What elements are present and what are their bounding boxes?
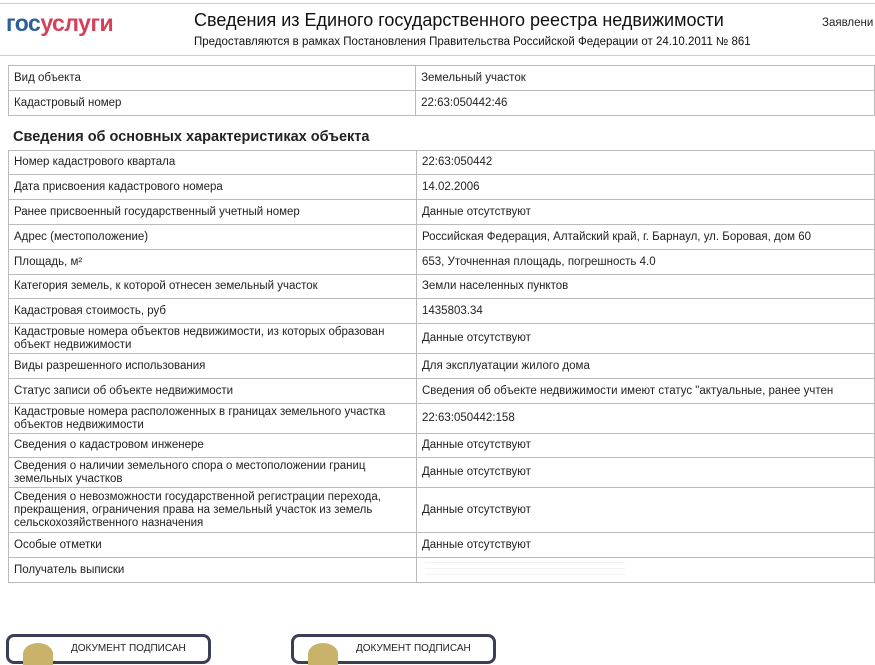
row-value: Данные отсутствуют bbox=[416, 488, 874, 533]
row-label: Особые отметки bbox=[9, 533, 417, 558]
row-label: Сведения о кадастровом инженере bbox=[9, 434, 417, 458]
row-value: Российская Федерация, Алтайский край, г. Барнаул, ул. Боровая, дом 60 bbox=[416, 225, 874, 250]
row-label: Виды разрешенного использования bbox=[9, 354, 417, 379]
divider bbox=[0, 3, 875, 4]
table-row bbox=[9, 458, 875, 488]
row-value: 1435803.34 bbox=[416, 299, 874, 324]
row-label: Сведения о наличии земельного спора о местоположении границ земельных участков bbox=[9, 458, 417, 488]
row-label: Категория земель, к которой отнесен земельный участок bbox=[9, 275, 417, 299]
row-value: Данные отсутствуют bbox=[416, 324, 874, 354]
row-value: 653, Уточненная площадь, погрешность 4.0 bbox=[416, 250, 874, 275]
table-row bbox=[9, 324, 875, 354]
row-value: Земли населенных пунктов bbox=[416, 275, 874, 299]
row-value: 22:63:050442 bbox=[416, 151, 874, 175]
row-label: Сведения о невозможности государственной регистрации перехода, прекращения, ограничения права на земельный участок из земель сельскохозяйственного назначения bbox=[9, 488, 417, 533]
divider bbox=[0, 55, 875, 56]
row-value: Данные отсутствуют bbox=[416, 200, 874, 225]
table-row bbox=[9, 200, 875, 225]
row-value: 22:63:050442:158 bbox=[416, 404, 874, 434]
table-row bbox=[9, 66, 875, 91]
table-row bbox=[9, 379, 875, 404]
row-label: Кадастровые номера расположенных в границах земельного участка объектов недвижимости bbox=[9, 404, 417, 434]
row-value: Сведения об объекте недвижимости имеют статус "актуальные, ранее учтен bbox=[416, 379, 874, 404]
emblem-icon bbox=[23, 643, 53, 665]
row-label: Адрес (местоположение) bbox=[9, 225, 417, 250]
table-row bbox=[9, 354, 875, 379]
row-label: Кадастровый номер bbox=[9, 91, 416, 116]
table-row bbox=[9, 175, 875, 200]
row-label: Ранее присвоенный государственный учетный номер bbox=[9, 200, 417, 225]
signature-stamp bbox=[6, 634, 211, 664]
row-value: 14.02.2006 bbox=[416, 175, 874, 200]
row-label: Дата присвоения кадастрового номера bbox=[9, 175, 417, 200]
emblem-icon bbox=[308, 643, 338, 665]
row-value: 22:63:050442:46 bbox=[416, 91, 875, 116]
table-row bbox=[9, 299, 875, 324]
row-label: Получатель выписки bbox=[9, 558, 417, 583]
statement-link[interactable]: Заявлени bbox=[822, 17, 874, 29]
gosuslugi-logo[interactable] bbox=[6, 10, 113, 37]
characteristics-table bbox=[8, 150, 875, 583]
table-row bbox=[9, 533, 875, 558]
row-label: Кадастровые номера объектов недвижимости, из которых образован объект недвижимости bbox=[9, 324, 417, 354]
object-table bbox=[8, 65, 875, 116]
table-row bbox=[9, 151, 875, 175]
row-label: Площадь, м² bbox=[9, 250, 417, 275]
redacted-area bbox=[425, 562, 625, 580]
table-row bbox=[9, 225, 875, 250]
row-label: Кадастровая стоимость, руб bbox=[9, 299, 417, 324]
table-row bbox=[9, 434, 875, 458]
signature-stamp bbox=[291, 634, 496, 664]
row-label: Вид объекта bbox=[9, 66, 416, 91]
stamp-text: ДОКУМЕНТ ПОДПИСАН bbox=[71, 643, 186, 654]
stamp-text: ДОКУМЕНТ ПОДПИСАН bbox=[356, 643, 471, 654]
logo-part: услуги bbox=[40, 10, 114, 36]
section-title: Сведения об основных характеристиках объекта bbox=[13, 129, 370, 145]
row-value: Земельный участок bbox=[416, 66, 875, 91]
logo-part: гос bbox=[6, 10, 41, 36]
row-value: Для эксплуатации жилого дома bbox=[416, 354, 874, 379]
table-row bbox=[9, 250, 875, 275]
table-row bbox=[9, 275, 875, 299]
page-subtitle: Предоставляются в рамках Постановления Правительства Российской Федерации от 24.10.2011 № 861 bbox=[194, 36, 751, 48]
page-title: Сведения из Единого государственного реестра недвижимости bbox=[194, 10, 724, 30]
row-value: Данные отсутствуют bbox=[416, 434, 874, 458]
table-row bbox=[9, 91, 875, 116]
table-row bbox=[9, 404, 875, 434]
table-row bbox=[9, 488, 875, 533]
row-value: Данные отсутствуют bbox=[416, 533, 874, 558]
row-label: Статус записи об объекте недвижимости bbox=[9, 379, 417, 404]
row-label: Номер кадастрового квартала bbox=[9, 151, 417, 175]
row-value: Данные отсутствуют bbox=[416, 458, 874, 488]
